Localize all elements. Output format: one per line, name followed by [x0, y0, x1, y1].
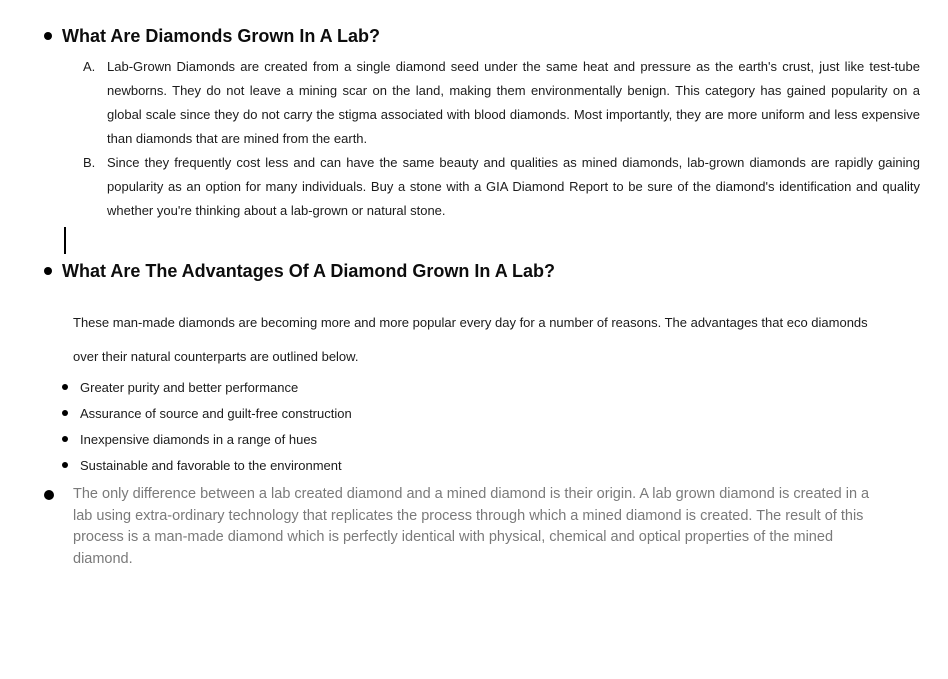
bullet-icon — [62, 410, 68, 416]
bullet-icon — [44, 32, 52, 40]
paragraph-cost-description[interactable]: Since they frequently cost less and can have the same beauty and qualities as mined diamonds, lab-grown diamonds are rapidly gaining popularity as an option for many individuals. Buy a stone with a GIA Diamond Report to be sure of the diamond's identification and quality whether you're thinking about a lab-grown or natural stone. — [107, 155, 920, 218]
list-item[interactable] — [62, 452, 948, 478]
advantages-bullet-list — [62, 374, 948, 478]
alpha-list — [83, 55, 920, 223]
bullet-icon — [44, 490, 54, 500]
list-item[interactable] — [62, 374, 948, 400]
paragraph-only-difference-note[interactable]: The only difference between a lab created diamond and a mined diamond is their origin. A lab grown diamond is created in a lab using extra-ordinary technology that replicates the process through which a mined diamond is created. The result of this process is a man-made diamond which is perfectly identical with physical, chemical and optical properties of the mined diamond. — [73, 486, 870, 567]
section-heading-what-are-diamonds[interactable]: What Are Diamonds Grown In A Lab? — [62, 26, 381, 46]
bullet-icon — [62, 436, 68, 442]
list-marker-a: A. — [83, 59, 96, 74]
section-heading-advantages[interactable]: What Are The Advantages Of A Diamond Grown In A Lab? — [62, 261, 556, 281]
bullet-icon — [62, 384, 68, 390]
text-cursor-caret — [64, 227, 66, 254]
list-item-a[interactable] — [83, 55, 920, 151]
list-marker-b: B. — [83, 155, 96, 170]
bullet-icon — [44, 267, 52, 275]
list-item-b[interactable] — [83, 151, 920, 223]
bullet-text-purity[interactable]: Greater purity and better performance — [80, 379, 299, 395]
document-page[interactable] — [0, 25, 948, 679]
list-item[interactable] — [62, 400, 948, 426]
heading-row-advantages — [44, 260, 948, 282]
paragraph-lab-grown-description[interactable]: Lab-Grown Diamonds are created from a single diamond seed under the same heat and pressure as the earth's crust, just like test-tube newborns. They do not leave a mining scar on the land, making them environmentally benign. This category has gained popularity on a global scale since they do not carry the stigma associated with blood diamonds. Most importantly, they are more uniform and less expensive than diamonds that are mined from the earth. — [107, 59, 920, 146]
bullet-text-sustainable[interactable]: Sustainable and favorable to the environment — [80, 457, 342, 473]
list-item[interactable] — [62, 426, 948, 452]
bullet-text-assurance[interactable]: Assurance of source and guilt-free construction — [80, 405, 352, 421]
paragraph-advantages-intro[interactable]: These man-made diamonds are becoming more and more popular every day for a number of reasons. The advantages that eco diamonds over their natural counterparts are outlined below. — [73, 315, 868, 364]
heading-row-what-are — [44, 25, 948, 47]
bullet-text-inexpensive[interactable]: Inexpensive diamonds in a range of hues — [80, 431, 318, 447]
note-row — [44, 484, 948, 570]
bullet-icon — [62, 462, 68, 468]
